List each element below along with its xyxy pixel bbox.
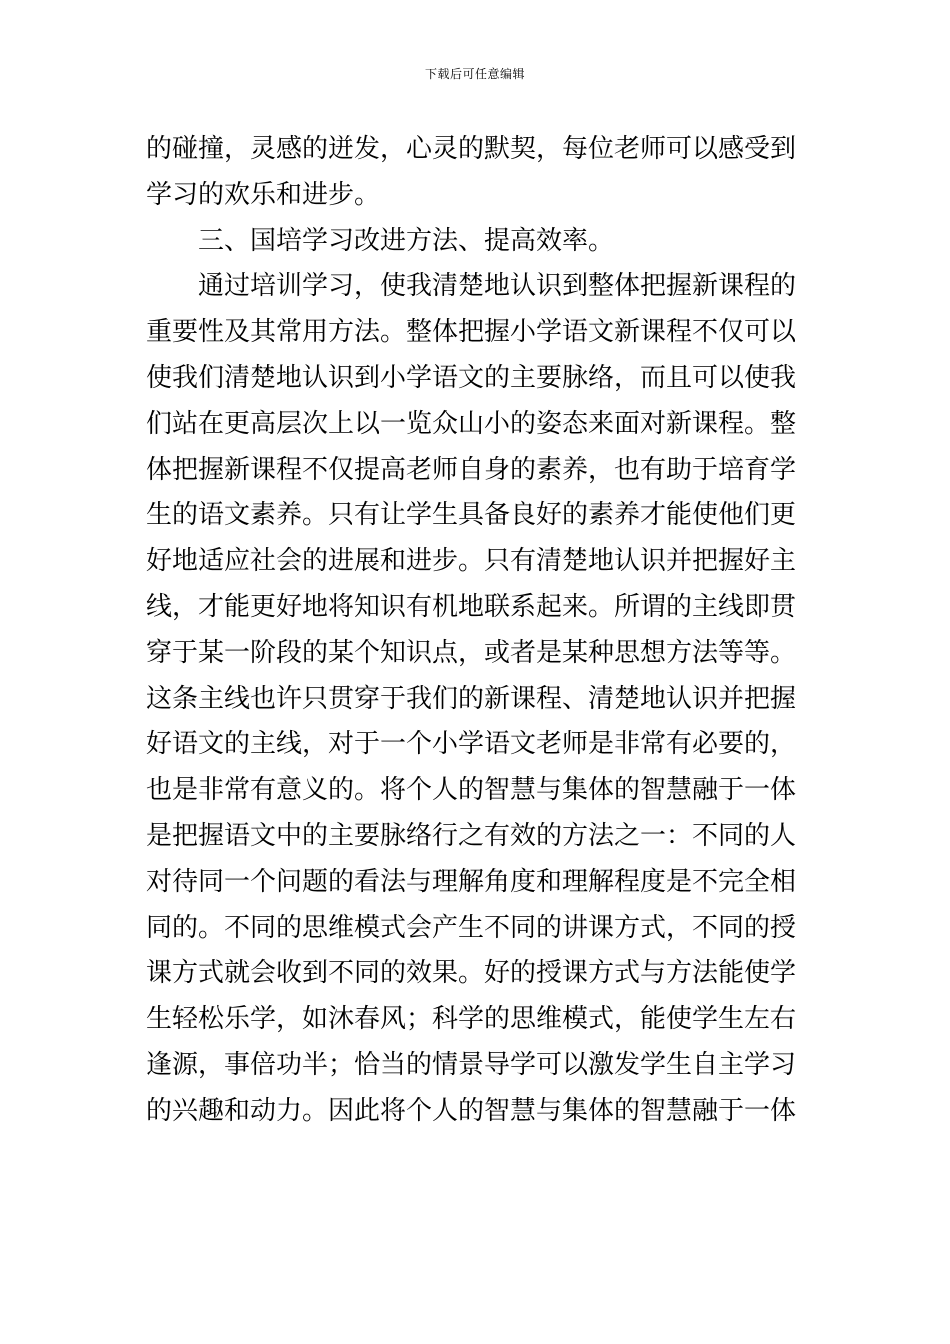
text-line: 的碰撞，灵感的迸发，心灵的默契，每位老师可以感受到 bbox=[146, 134, 797, 164]
text-line: 同的。不同的思维模式会产生不同的讲课方式，不同的授 bbox=[146, 912, 797, 943]
text-line: 这条主线也许只贯穿于我们的新课程、清楚地认识并把握 bbox=[146, 683, 797, 714]
text-line: 的兴趣和动力。因此将个人的智慧与集体的智慧融于一体 bbox=[146, 1095, 797, 1126]
text-line: 使我们清楚地认识到小学语文的主要脉络，而且可以使我 bbox=[146, 362, 797, 393]
text-line: 线，才能更好地将知识有机地联系起来。所谓的主线即贯 bbox=[146, 591, 797, 622]
text-line: 是把握语文中的主要脉络行之有效的方法之一：不同的人 bbox=[146, 820, 797, 851]
text-line: 生的语文素养。只有让学生具备良好的素养才能使他们更 bbox=[146, 500, 797, 531]
text-line: 好语文的主线，对于一个小学语文老师是非常有必要的， bbox=[146, 729, 797, 760]
text-line: 体把握新课程不仅提高老师自身的素养，也有助于培育学 bbox=[146, 454, 797, 485]
text-line: 对待同一个问题的看法与理解角度和理解程度是不完全相 bbox=[146, 866, 797, 897]
text-line: 生轻松乐学，如沐春风；科学的思维模式，能使学生左右 bbox=[146, 1004, 797, 1035]
section-heading: 三、国培学习改进方法、提高效率。 bbox=[198, 225, 615, 256]
text-line: 好地适应社会的进展和进步。只有清楚地认识并把握好主 bbox=[146, 546, 797, 577]
text-line: 逢源，事倍功半；恰当的情景导学可以激发学生自主学习 bbox=[146, 1049, 797, 1080]
text-line: 课方式就会收到不同的效果。好的授课方式与方法能使学 bbox=[146, 958, 797, 989]
text-line: 穿于某一阶段的某个知识点，或者是某种思想方法等等。 bbox=[146, 637, 797, 668]
paragraph-start-line: 通过培训学习，使我清楚地认识到整体把握新课程的 bbox=[198, 271, 797, 302]
page-header-note: 下载后可任意编辑 bbox=[424, 67, 525, 81]
text-line: 学习的欢乐和进步。 bbox=[146, 179, 381, 210]
text-line: 们站在更高层次上以一览众山小的姿态来面对新课程。整 bbox=[146, 408, 797, 439]
text-line: 也是非常有意义的。将个人的智慧与集体的智慧融于一体 bbox=[146, 775, 797, 806]
document-body bbox=[146, 127, 806, 1135]
text-line: 重要性及其常用方法。整体把握小学语文新课程不仅可以 bbox=[146, 317, 797, 348]
